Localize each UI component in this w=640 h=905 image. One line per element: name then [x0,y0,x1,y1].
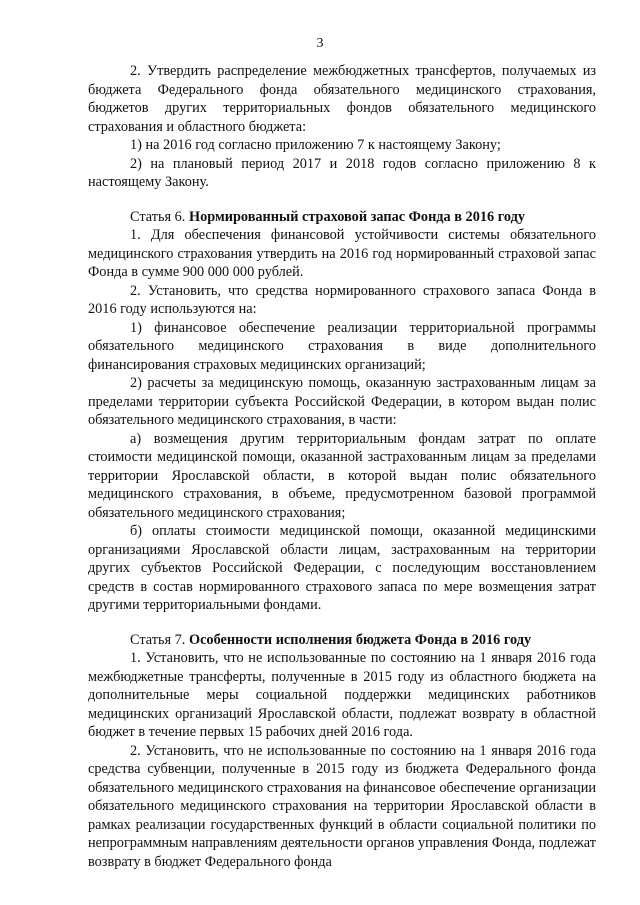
paragraph-6-2-item-a: а) возмещения другим территориальным фондам затрат по оплате стоимости медицинской помощи, оказанной застрахованным лицам за пределами территории Ярославской области, в которой выдан полис обязательного медицинского страхования, в объеме, предусмотренном базовой программой обязательного медицинского страхования; [88,430,596,521]
article-6-prefix: Статья 6. [130,208,189,225]
paragraph-item-2-planning: 2) на плановый период 2017 и 2018 годов согласно приложению 8 к настоящему Закону. [88,155,596,190]
paragraph-6-2-item-b: б) оплаты стоимости медицинской помощи, оказанной медицинскими организациями Ярославской области лицам, застрахованным на территории других субъектов Российской Федерации, с последующим восстановлением средств в состав нормированного страхового запаса по мере возмещения затрат другими территориальными фондами. [88,523,596,613]
page-number: 3 [316,36,324,51]
paragraph-6-1: 1. Для обеспечения финансовой устойчивости системы обязательного медицинского страхования утвердить на 2016 год нормированный страховой запас Фонда в сумме 900 000 000 рублей. [88,227,596,280]
article-6-title: Нормированный страховой запас Фонда в 2016 году [188,208,525,225]
paragraph-6-2-item-2: 2) расчеты за медицинскую помощь, оказанную застрахованным лицам за пределами территории субъекта Российской Федерации, в котором выдан полис обязательного медицинского страхования, в части: [88,375,596,428]
document-body [88,62,596,871]
paragraph-2-transfers: 2. Утвердить распределение межбюджетных трансфертов, получаемых из бюджета Федерального фонда обязательного медицинского страхования, бюджетов других территориальных фондов обязательного медицинского страхования и областного бюджета: [88,63,596,135]
article-7-title: Особенности исполнения бюджета Фонда в 2016 году [188,631,532,648]
article-7-prefix: Статья 7. [130,631,189,648]
paragraph-6-2: 2. Установить, что средства нормированного страхового запаса Фонда в 2016 году используются на: [88,282,596,317]
paragraph-7-2: 2. Установить, что не использованные по состоянию на 1 января 2016 года средства субвенции, полученные в 2015 году из бюджета Федерального фонда обязательного медицинского страхования на финансовое обеспечение организации обязательного медицинского страхования на территории Ярославской области в рамках реализации государственных функций в области социальной политики по непрограммным направлениям деятельности органов управления Фонда, подлежат возврату в бюджет Федерального фонда [88,742,596,870]
article-7-heading [88,631,596,650]
paragraph-6-2-item-1: 1) финансовое обеспечение реализации территориальной программы обязательного медицинского страхования в виде дополнительного финансирования страховых медицинских организаций; [88,319,596,373]
article-6-heading [88,208,596,227]
paragraph-7-1: 1. Установить, что не использованные по состоянию на 1 января 2016 года межбюджетные трансферты, полученные в 2015 году из областного бюджета на дополнительные меры социальной поддержки медицинских работников медицинских организаций Ярославской области, подлежат возврату в областной бюджет в течение первых 15 рабочих дней 2016 года. [88,650,596,740]
paragraph-item-1-2016: 1) на 2016 год согласно приложению 7 к настоящему Закону; [130,137,501,153]
